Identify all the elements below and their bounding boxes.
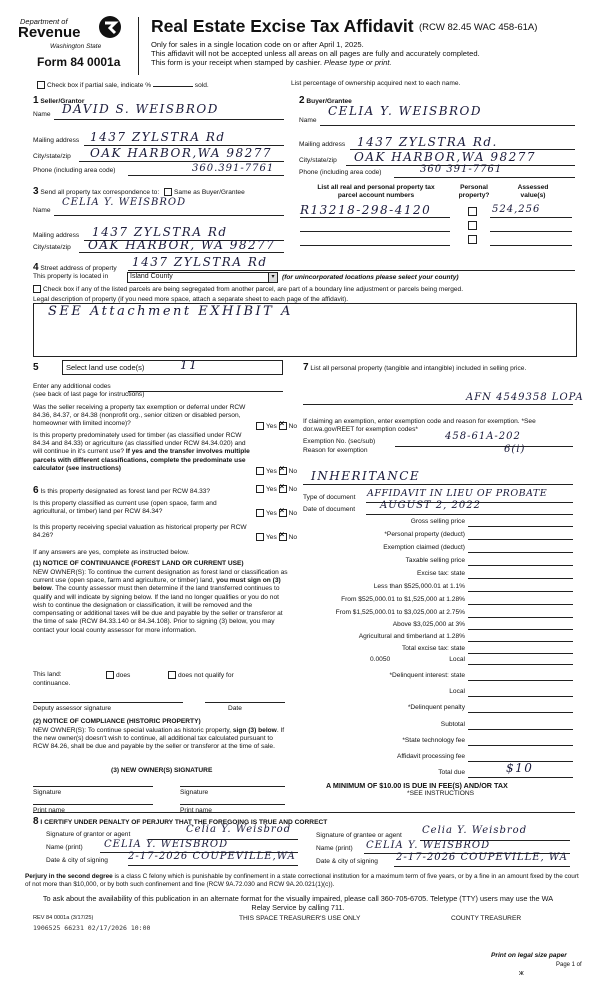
personal-checkbox-3[interactable] [468,235,477,244]
corr-mail-field[interactable]: 1437 ZYLSTRA Rd [92,225,228,239]
buyer-city-field[interactable]: OAK HARBOR,WA 98277 [354,150,537,164]
delinquent-penalty-label: *Delinquent penalty [407,704,465,711]
alt-format-notice: To ask about the availability of this publication in an alternate format for the visually impaired, please call 360-705-6705. Teletype (TTY) users may use the WA Relay Service by calling 711. [42,894,554,913]
timber-question: Is this property predominately used for timber (as classified under RCW 84.34 and 84.33) or agriculture (as classified under RCW 84.34.020) and will continue in it's current use? If yes and the transfer involves multiple parcels with different classifications, complete the predominate use calculator (see instructions) [33,432,250,472]
compliance-body: NEW OWNER(S): To continue special valuation as historic property, sign (3) below. If the new owner(s) doesn't wish to continue, all additional tax calculated pursuant to RCW 84.26, shall be due and payable by the seller or transferor at the time of sale. [33,727,285,751]
subtotal-label: Subtotal [440,721,465,728]
grantor-signature[interactable]: Celia Y. Weisbrod [186,824,292,835]
continuance-label: continuance. [33,680,71,687]
page-number: Page 1 of [556,962,582,968]
legal-label: Legal description of property (if you need more space, attach a separate sheet to each page of the affidavit). [33,296,349,303]
buyer-phone-field[interactable]: 360 391-7761 [420,164,503,175]
street-field[interactable]: 1437 ZYLSTRA Rd [132,255,268,269]
corr-city-field[interactable]: OAK HARBOR, WA 98277 [88,238,276,252]
corr-name-label: Name [33,207,51,214]
buyer-mail-field[interactable]: 1437 ZYLSTRA Rd. [357,135,498,149]
header-divider [138,17,139,75]
section5-num: 5 [33,362,39,373]
dept-label: Department of [20,17,68,26]
rev-label: REV 84 0001a (3/17/25) [33,915,94,921]
does-not-option: does not qualify for [168,671,234,680]
form-title: Real Estate Excise Tax Affidavit [151,16,414,36]
assessed-value-1[interactable]: 524,256 [492,204,541,215]
exemption-no-value[interactable]: 458-61A-202 [445,431,521,442]
corr-city-label: City/state/zip [33,244,71,251]
reason-sub-value[interactable]: 6(i) [504,444,526,455]
subtitle-line3: This form is your receipt when stamped by cashier. Please type or print. [151,58,392,67]
seller-phone-field[interactable]: 360.391-7761 [192,163,275,174]
buyer-mail-label: Mailing address [299,141,346,148]
doc-type-value[interactable]: AFFIDAVIT IN LIEU OF PROBATE [367,488,548,499]
tax-line-label: From $525,000.01 to $1,525,000 at 1.28% [341,596,465,603]
treasurer-use-label: THIS SPACE TREASURER'S USE ONLY [239,915,361,922]
exemption-no-label: Exemption No. (sec/sub) [303,438,376,445]
grantor-date-city[interactable]: 2-17-2026 COUPEVILLE,WA [128,851,296,862]
historic-yes-no: Yes × No [256,533,297,542]
historic-question: Is this property receiving special valuation as historical property per RCW 84.26? [33,524,247,540]
forest-yes-checkbox[interactable] [256,485,264,493]
seller-name-label: Name [33,111,51,118]
timber-yes-no: Yes × No [256,467,297,476]
forest-question: 6 Is this property designated as forest land per RCW 84.33? [33,485,211,496]
corr-mail-label: Mailing address [33,232,80,239]
seller-city-label: City/state/zip [33,153,71,160]
additional-codes-label: Enter any additional codes [33,383,111,390]
local2-label: Local [449,688,465,695]
minimum-notice: A MINIMUM OF $10.00 IS DUE IN FEE(S) AND/OR TAX [326,781,508,790]
if-yes-note: If any answers are yes, complete as instructed below. [33,549,190,556]
does-option: does [106,671,130,680]
perjury-notice: Perjury in the second degree is a class C felony which is punishable by confinement in a state correctional institution for a maximum term of five years, or by a fine in an amount fixed by the court of not more than $10,000, or by both such confinement and fine (RCW 9A.72.030 and RCW 9A.20.021(1)(c)). [25,873,579,888]
personal-checkbox-1[interactable] [468,207,477,216]
rcw-reference: (RCW 82.45 WAC 458-61A) [419,22,538,33]
total-due-label: Total due [438,769,465,776]
correspondence-heading: 3 Send all property tax correspondence to: Same as Buyer/Grantee [33,186,245,197]
grantor-print-name[interactable]: CELIA Y. WEISBROD [104,839,229,850]
continuance-body: NEW OWNER(S): To continue the current designation as forest land or classification as current use (open space, farm and agriculture, or timber) land, you must sign on (3) below. The county assessor must then determine if the land transferred continues to qualify and will indicate by signing below. If the land no longer qualifies or you do not wish to continue the designation or classification, it will be removed and the compensating or additional taxes will be due and payable by the seller or transferor at the time of sale (RCW 84.33.140 or 84.34.108). Prior to signing (3) below, you may contact your local county assessor for more information. [33,569,288,634]
current-use-no-checkbox[interactable] [279,509,287,517]
parcel-number-1[interactable]: R13218-298-4120 [300,203,432,217]
corner-mark: ж [519,970,524,977]
located-label: This property is located in [33,273,109,280]
does-checkbox[interactable] [106,671,114,679]
exemption-no-checkbox[interactable] [279,422,287,430]
land-use-select[interactable]: Select land use code(s) 11 [62,360,283,375]
new-owner-print-2: Print name [180,807,212,814]
timber-no-checkbox[interactable] [279,467,287,475]
tax-line-label: *Personal property (deduct) [384,531,465,538]
buyer-name-field[interactable]: CELIA Y. WEISBROD [328,104,483,118]
county-note: (for unincorporated locations please select your county) [282,274,459,281]
tax-line-label: Total excise tax: state [401,645,465,652]
grantee-sig-label: Signature of grantee or agent [316,832,402,839]
corr-name-field[interactable]: CELIA Y. WEISBROD [62,197,187,208]
personal-checkbox-2[interactable] [468,221,477,230]
assessed-header: Assessed value(s) [517,184,549,200]
new-owner-sig-1: Signature [33,789,62,796]
reason-value[interactable]: INHERITANCE [311,469,421,483]
exemption-yes-checkbox[interactable] [256,422,264,430]
deputy-sig-label: Deputy assessor signature [33,705,112,712]
total-due-value[interactable]: $10 [506,761,534,775]
segregated-checkbox[interactable] [33,285,41,293]
buyer-city-label: City/state/zip [299,157,337,164]
personal-header: Personal property? [458,184,490,200]
grantee-print-name[interactable]: CELIA Y. WEISBROD [366,840,491,851]
continuance-title: (1) NOTICE OF CONTINUANCE (FOREST LAND OR CURRENT USE) [33,560,244,567]
seller-city-field[interactable]: OAK HARBOR,WA 98277 [90,146,273,160]
tax-line-label: Excise tax: state [416,570,465,577]
county-treasurer-label: COUNTY TREASURER [451,915,522,922]
grantor-print-label: Name (print) [46,844,83,851]
segregated-row: Check box if any of the listed parcels are being segregated from another parcel, are part of a boundary line adjustment or parcels being merged. [33,285,463,294]
current-use-yes-checkbox[interactable] [256,509,264,517]
timber-yes-checkbox[interactable] [256,467,264,475]
parcel-header: List all real and personal property tax parcel account numbers [317,184,435,200]
state-label: Washington State [50,43,102,50]
ownership-note: List percentage of ownership acquired next to each name. [291,80,461,87]
revenue-logo-icon [99,16,121,38]
buyer-heading: 2 Buyer/Grantee [299,95,352,106]
processing-fee-label: Affidavit processing fee [396,753,465,760]
partial-sale-row: Check box if partial sale, indicate % sold. [37,81,209,90]
revenue-logo-text: Revenue [18,24,81,41]
doc-date-value[interactable]: AUGUST 2, 2022 [380,500,481,511]
local-label: Local [449,656,465,663]
exemption-question: Was the seller receiving a property tax exemption or deferral under RCW 84.36, 84.37, or 84.38 (nonprofit org., senior citizen or disabled person, homeowner with limited income)? [33,404,246,428]
forest-yes-no: Yes × No [256,485,297,494]
legal-description-value: SEE Attachment EXHIBIT A [48,304,293,319]
historic-no-checkbox[interactable] [279,533,287,541]
cashier-stamp: 1906525 66231 02/17/2026 10:00 [33,924,151,932]
tech-fee-label: *State technology fee [402,737,465,744]
new-owner-print-1: Print name [33,807,65,814]
reason-label: Reason for exemption [303,447,368,454]
grantee-print-label: Name (print) [316,845,353,852]
tax-line-label: Agricultural and timberland at 1.28% [358,633,465,640]
current-use-question: Is this property classified as current use (open space, farm and agricultural, or timber) land per RCW 84.34? [33,500,217,516]
tax-line-label: Above $3,025,000 at 3% [392,621,465,628]
grantee-signature[interactable]: Celia Y. Weisbrod [422,825,528,836]
street-label: 4 Street address of property [33,262,117,273]
tax-line-label: From $1,525,000.01 to $3,025,000 at 2.75% [335,609,465,616]
grantor-date-label: Date & city of signing [46,857,108,864]
subtitle-line2: This affidavit will not be accepted unless all areas on all pages are fully and accurately completed. [151,49,480,58]
seller-heading: 1 Seller/Grantor [33,95,85,106]
buyer-name-label: Name [299,117,317,124]
doc-type-label: Type of document [303,494,356,501]
doc-date-label: Date of document [303,506,356,513]
tax-line-label: Gross selling price [410,518,465,525]
exemption-yes-no: Yes × No [256,422,297,431]
new-owner-sig-2: Signature [180,789,209,796]
legal-paper-note: Print on legal size paper [491,952,567,959]
certify-heading: 8 I CERTIFY UNDER PENALTY OF PERJURY THAT THE FOREGOING IS TRUE AND CORRECT [33,816,328,827]
subtitle-line1: Only for sales in a single location code on or after April 1, 2025. [151,40,364,49]
seller-phone-label: Phone (including area code) [33,167,116,174]
chevron-down-icon[interactable]: ▾ [268,273,277,282]
current-use-yes-no: Yes × No [256,509,297,518]
seller-name-field[interactable]: DAVID S. WEISBROD [62,102,219,116]
tax-line-label: Less than $525,000.01 at 1.1% [373,583,465,590]
personal-property-value[interactable]: AFN 4549358 LOPA [466,392,584,403]
seller-mail-field[interactable]: 1437 ZYLSTRA Rd [90,130,226,144]
forest-no-checkbox[interactable] [279,485,287,493]
deputy-date-label: Date [228,705,242,712]
county-select[interactable]: Island County ▾ [127,272,278,283]
tax-line-label: Taxable selling price [405,557,465,564]
land-use-code-value: 11 [180,358,199,372]
delinquent-interest-label: *Delinquent interest: state [389,672,465,679]
legal-description-box[interactable] [33,303,577,357]
local-rate: 0.0050 [370,656,391,663]
seller-mail-label: Mailing address [33,137,80,144]
grantee-date-label: Date & city of signing [316,858,378,865]
this-land-label: This land: [33,671,62,678]
new-owner-sig-title: (3) NEW OWNER(S) SIGNATURE [111,767,213,774]
see-instructions: *SEE INSTRUCTIONS [407,790,475,797]
tax-line-label: Exemption claimed (deduct) [383,544,465,551]
historic-yes-checkbox[interactable] [256,533,264,541]
see-back-label: (see back of last page for instructions) [33,391,145,398]
same-as-buyer-checkbox[interactable] [164,188,172,196]
grantor-sig-label: Signature of grantor or agent [46,831,131,838]
form-number: Form 84 0001a [37,55,121,69]
exemption-claim-text: If claiming an exemption, enter exemption code and reason for exemption. *See dor.wa.gov/REET for exemption codes* [303,418,536,434]
buyer-phone-label: Phone (including area code) [299,169,382,176]
grantee-date-city[interactable]: 2-17-2026 COUPEVILLE, WA [396,852,568,863]
personal-property-label: 7 List all personal property (tangible and intangible) included in selling price. [303,362,527,373]
does-not-checkbox[interactable] [168,671,176,679]
compliance-title: (2) NOTICE OF COMPLIANCE (HISTORIC PROPERTY) [33,718,201,725]
partial-sale-checkbox[interactable] [37,81,45,89]
